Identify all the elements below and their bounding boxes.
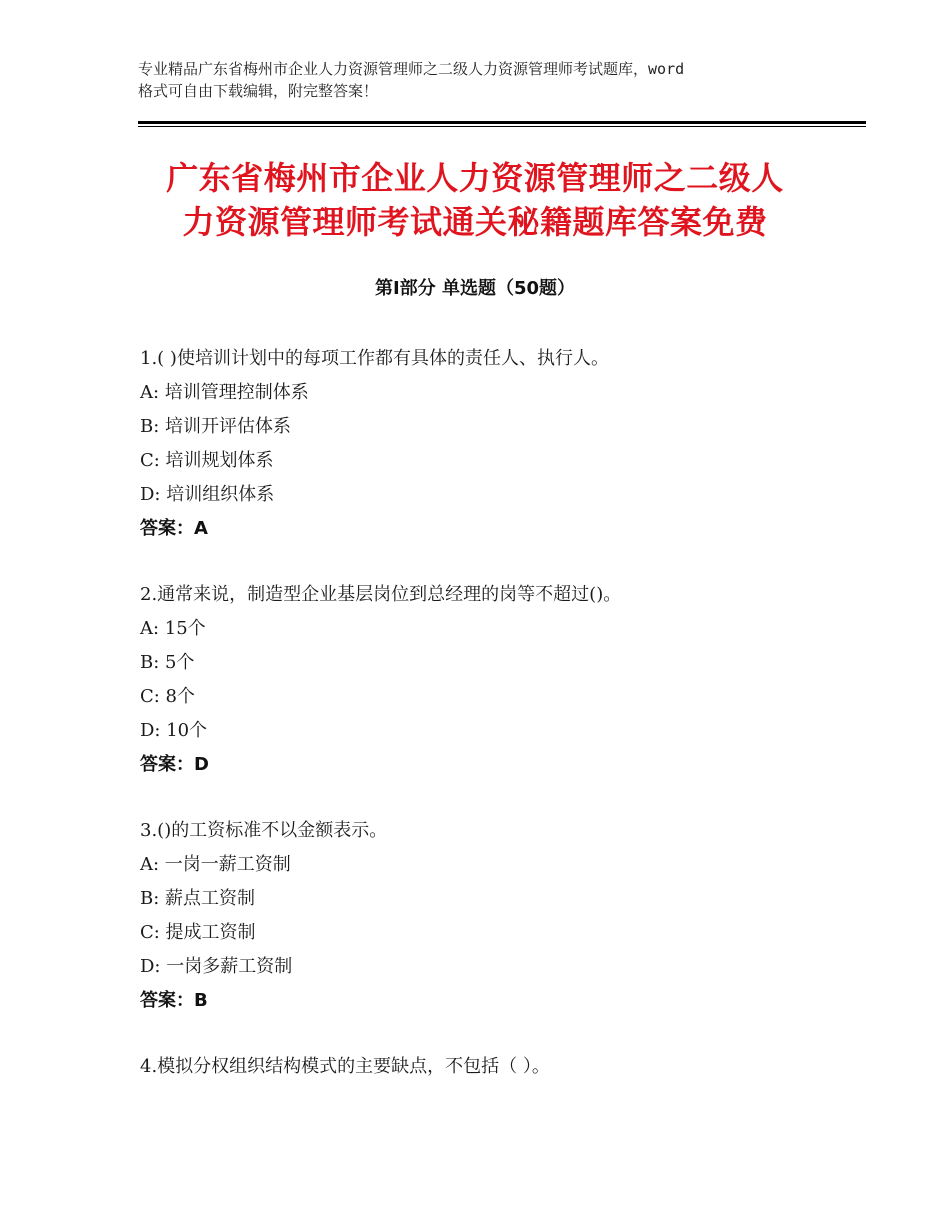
question-stem: 3.()的工资标准不以金额表示。 (140, 820, 388, 841)
option-a: A: 培训管理控制体系 (140, 382, 309, 403)
answer-label: 答案：D (140, 754, 209, 775)
option-c: C: 培训规划体系 (140, 450, 274, 471)
question-3 (140, 814, 860, 1018)
header-note-line-1: 专业精品广东省梅州市企业人力资源管理师之二级人力资源管理师考试题库，word (138, 60, 685, 78)
question-stem: 2.通常来说，制造型企业基层岗位到总经理的岗等不超过()。 (140, 584, 622, 605)
document-title-line-2: 力资源管理师考试通关秘籍题库答案免费 (182, 203, 768, 241)
question-4 (140, 1050, 860, 1084)
option-c: C: 8个 (140, 686, 196, 707)
option-b: B: 培训开评估体系 (140, 416, 292, 437)
option-a: A: 一岗一薪工资制 (140, 854, 291, 875)
option-d: D: 10个 (140, 720, 208, 741)
document-title-line-1: 广东省梅州市企业人力资源管理师之二级人 (166, 159, 784, 197)
header-rule-thick (138, 121, 866, 124)
header-note (138, 58, 828, 102)
section-heading: 第Ⅰ部分 单选题（50题） (374, 278, 575, 299)
option-d: D: 培训组织体系 (140, 484, 275, 505)
option-c: C: 提成工资制 (140, 922, 256, 943)
header-rule-thin (138, 126, 866, 127)
document-title (120, 156, 830, 244)
answer-label: 答案：B (140, 990, 208, 1011)
answer-label: 答案：A (140, 518, 208, 539)
option-a: A: 15个 (140, 618, 206, 639)
question-list (140, 342, 860, 1116)
question-stem: 1.( )使培训计划中的每项工作都有具体的责任人、执行人。 (140, 348, 609, 369)
option-d: D: 一岗多薪工资制 (140, 956, 293, 977)
option-b: B: 薪点工资制 (140, 888, 256, 909)
option-b: B: 5个 (140, 652, 195, 673)
question-1 (140, 342, 860, 546)
question-2 (140, 578, 860, 782)
question-stem: 4.模拟分权组织结构模式的主要缺点，不包括（ ）。 (140, 1056, 550, 1077)
header-note-line-2: 格式可自由下载编辑，附完整答案！ (138, 82, 379, 100)
